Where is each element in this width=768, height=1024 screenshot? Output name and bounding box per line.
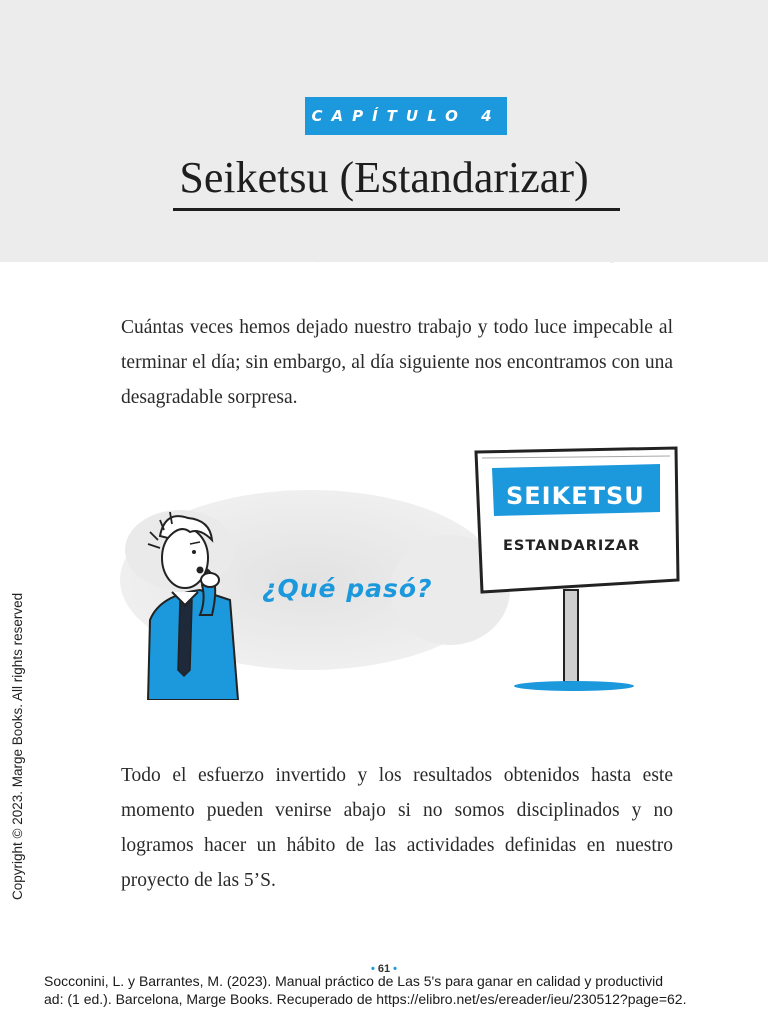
title-underline [173,208,620,211]
intro-paragraph: Cuántas veces hemos dejado nuestro trabajo y todo luce impecable al terminar el día; sin embargo, al día siguiente nos encontramos con una desagradable sorpresa. [121,317,673,408]
chapter-title: Seiketsu (Estandarizar) [179,153,589,202]
illustration [120,440,690,700]
citation [44,972,764,1008]
page-number-value: 61 [377,963,391,975]
sign-title: SEIKETSU [506,482,645,510]
second-paragraph: Todo el esfuerzo invertido y los resultados obtenidos hasta este momento pueden venirse abajo si no somos disciplinados y no logramos hacer un hábito de las actividades definidas en nuestro proyecto de las 5’S. [121,765,673,891]
torn-paper-edge [0,222,768,272]
page-dot-right: • [393,963,397,975]
chapter-label: CAPÍTULO 4 [305,97,507,135]
citation-line-2: ad: (1 ed.). Barcelona, Marge Books. Recuperado de https://elibro.net/es/ereader/ieu/230512?page=62. [44,991,687,1007]
page-dot-left: • [371,963,375,975]
copyright-notice: Copyright © 2023. Marge Books. All rights reserved [10,592,25,900]
sign-post [476,448,678,691]
sign-subtitle: ESTANDARIZAR [503,538,641,554]
speech-text: ¿Qué pasó? [262,574,433,603]
citation-line-1: Socconini, L. y Barrantes, M. (2023). Manual práctico de Las 5's para ganar en calidad y productivid [44,973,664,989]
